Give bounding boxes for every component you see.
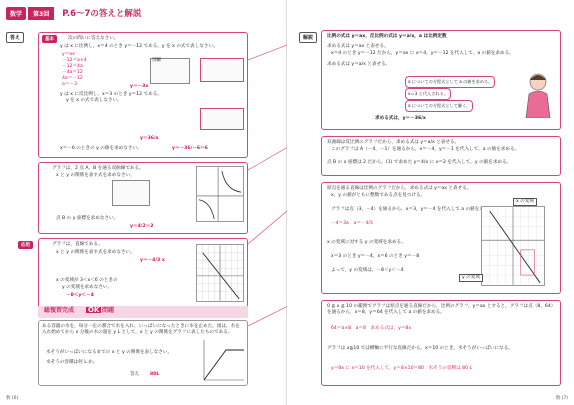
q1-3-answer: y＝－36/－6＝6 (172, 146, 208, 151)
r1-bubble-3: a についての方程式として解く。 (405, 100, 473, 112)
q3-2: x の変域が 3＜x＜6 のときの (56, 278, 118, 283)
q1-1-work-1: －12＝a×4 (62, 58, 87, 63)
q3-1: x と y の関係を表す式を求めなさい。 (56, 250, 135, 255)
review-label: 問題 (102, 307, 115, 314)
q4-ans-label: 答え (130, 372, 140, 377)
r3-x-range-label: x の変域 (513, 198, 537, 206)
lesson-badge: 第3回 (28, 7, 54, 20)
q4-answer: 80L (150, 372, 160, 377)
page-header (6, 6, 141, 20)
r2-2: 点 B の x 座標は 2 だから，(1) で求めた y＝4/x に x＝2 を代入して，y の値を求める。 (327, 160, 512, 165)
r1-1b: x＝4 のとき y＝－12 だから，y＝ax に x＝4，y＝－12 を代入して，a の値を求める。 (331, 51, 514, 56)
kaisetsu-tag: 解説 (299, 32, 317, 43)
r3-graph (481, 206, 545, 286)
betsukai-label-1: 別解 (152, 58, 162, 63)
r4-1: 0 ≦ x ≦ 10 の範囲でグラフは原点を通る直線だから，比例のグラフ。y＝ax とすると，グラフは点（8，64）を通るから，x＝8，y＝64 を代入して a の値を求める。 (327, 304, 554, 316)
q1-1: y は x に比例し，x＝4 のとき y＝－12 である。y を x の式で表しなさい。 (60, 44, 218, 49)
q3-2b: y の変域を求めなさい。 (62, 285, 113, 290)
r3-2c: よって，y の変域は，－8＜y＜－4 (331, 268, 404, 273)
q2-intro: グラフは，2 点 A，B を通る双曲線である。 (52, 166, 144, 171)
q1-1-work-2: －12＝4a (62, 64, 83, 69)
q1-2b: y を x の式で表しなさい。 (66, 98, 122, 103)
review-title: 総復習完成 (44, 307, 75, 314)
page-title: P.6～7の答えと解説 (62, 9, 142, 19)
r2-1b: このグラフは A（－4，－1）を通るから，x＝－4，y＝－1 を代入して，a の値を求める。 (331, 147, 520, 152)
left-page-number: 数 (6) (6, 396, 19, 401)
r4-2: グラフは x≧10 では横軸に平行な直線だから，x＝10 のとき，水そうがいっぱいになる。 (327, 346, 513, 351)
r4-2b: y＝8x に x＝10 を代入して，y＝8×10＝80 水そうの容積は 80 L (331, 366, 473, 371)
betsukai-box-1b (200, 58, 244, 82)
r3-y-range-label: y の変域 (459, 274, 483, 282)
q4-1: 水そうがいっぱいになるまでの x と y の関係を表しなさい。 (46, 350, 173, 355)
line-graph (196, 244, 244, 302)
review-ok: OK (88, 306, 100, 314)
q1-1-answer: y＝－3x (130, 84, 149, 89)
ouyou-label: 応用 (18, 241, 33, 249)
r1-2: 求める式は y＝a/x と表せる。 (327, 62, 391, 67)
r3-1: 原点を通る直線は比例のグラフだから，求める式は y＝ax と表せる。 (327, 186, 472, 191)
r1-1: 求める式は y＝ax と表せる。 (327, 44, 389, 49)
q1-1-work-3: －4a＝12 (62, 70, 83, 75)
r4-1b: 64＝a×8 a＝8 求める式は，y＝8x (331, 326, 412, 331)
q1-2: y は x に反比例し，x＝3 のとき y＝12 である。 (60, 92, 162, 97)
r3-1d: －4＝3a a＝－4/3 (331, 221, 373, 226)
subject-badge: 数学 (6, 7, 26, 20)
r3-2: x の変域に対する y の変域を求める。 (327, 240, 406, 245)
r3-1c: グラフは点（3，－4）を通るから，x＝3，y＝－4 を代入して a の値を求める。 (331, 207, 498, 212)
q2-2-answer: y＝4/2＝2 (130, 224, 154, 229)
q1-2-answer: y＝36/x (140, 136, 159, 141)
r1-bubble-2: x＝3 と代入される。 (405, 88, 451, 100)
q4-2: 水そうの容積は何 L か。 (46, 360, 98, 365)
q4-text: ある容器の水を，毎分一定の割合で水を入れ，いっぱいになったときに水を止めた。図は，水を入れ始めてから x 分後の水の量を y L として，x と y の関係をグラフに表したものである。 (42, 324, 240, 336)
q1-1-work-5: a＝－3 (62, 82, 77, 87)
q1-1-work-0: y＝ax (62, 52, 75, 57)
right-page-number: 数 (7) (555, 396, 568, 401)
hyperbola-graph (196, 166, 244, 222)
q1-1-work-4: 4a＝－12 (62, 76, 83, 81)
r1-head: 比例の式は y＝ax，反比例の式は y＝a/x，a は比例定数 (327, 34, 447, 39)
betsukai-box-2 (200, 108, 244, 130)
q1-intro: 次の問いに答えなさい。 (68, 36, 119, 41)
kihon-label: 基本 (42, 35, 57, 43)
q3-intro: グラフは，直線である。 (52, 242, 103, 247)
right-page (287, 0, 574, 405)
q3-1-answer: y＝－4/3 x (140, 258, 165, 263)
r3-2b: x＝3 のとき y＝－4，x＝6 のとき y＝－8 (331, 254, 420, 259)
r1-answer: 求める式は，y＝－36/x (375, 116, 426, 121)
q2-2: 点 B の y 座標を求めなさい。 (56, 216, 119, 221)
r1-bubble-1: a についての方程式として a の値を求める。 (405, 76, 495, 88)
q1-3: x＝－6 のときの y の値を求めなさい。 (60, 146, 142, 151)
q2-1: x と y の関係を表す式を求めなさい。 (56, 173, 135, 178)
water-graph (200, 340, 244, 384)
answers-tag: 答え (6, 32, 24, 43)
r3-1b: x，y の値がともに整数である点を見つける。 (331, 193, 426, 198)
teacher-avatar (521, 70, 555, 118)
q3-2-answer: －8＜y＜－4 (66, 293, 94, 298)
r2-1: 双曲線は反比例のグラフだから，求める式は y＝a/x と表せる。 (327, 140, 460, 145)
betsukai-box-3 (112, 180, 150, 206)
